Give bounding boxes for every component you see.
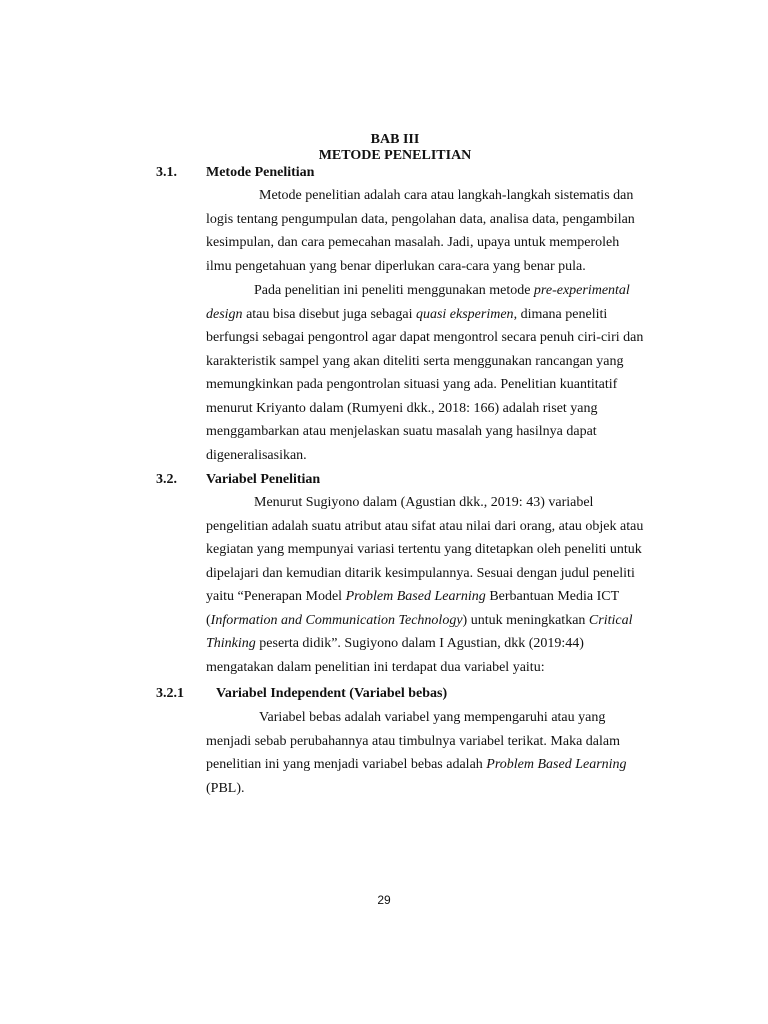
paragraph-line: penelitian ini yang menjadi variabel bebas adalah Problem Based Learning xyxy=(206,757,627,772)
chapter-label: BAB III xyxy=(370,132,420,147)
paragraph-line: memungkinkan pada pengontrolan situasi yang ada. Penelitian kuantitatif xyxy=(206,377,618,392)
section-title: Metode Penelitian xyxy=(206,165,315,180)
section-number: 3.2.1 xyxy=(156,686,184,701)
paragraph-line: digeneralisasikan. xyxy=(206,447,307,463)
paragraph-line: menjadi sebab perubahannya atau timbulnya variabel terikat. Maka dalam xyxy=(206,733,621,749)
paragraph-line: menurut Kriyanto dalam (Rumyeni dkk., 2018: 166) adalah riset yang xyxy=(206,400,598,416)
chapter-title: METODE PENELITIAN xyxy=(318,148,472,163)
paragraph-line: mengatakan dalam penelitian ini terdapat dua variabel yaitu: xyxy=(206,659,545,675)
page-number: 29 xyxy=(377,893,391,907)
paragraph-line: pengelitian adalah suatu atribut atau sifat atau nilai dari orang, atau objek atau xyxy=(206,518,644,534)
paragraph-line: design atau bisa disebut juga sebagai quasi eksperimen, dimana peneliti xyxy=(206,306,608,322)
paragraph xyxy=(206,279,655,467)
paragraph-line: berfungsi sebagai pengontrol agar dapat mengontrol secara penuh ciri-ciri dan xyxy=(206,330,644,345)
section-title: Variabel Independent (Variabel bebas) xyxy=(216,686,448,701)
paragraph-line: kegiatan yang mempunyai variasi tertentu yang ditetapkan oleh peneliti untuk xyxy=(206,542,642,557)
paragraph xyxy=(206,706,655,800)
paragraph-line: Metode penelitian adalah cara atau langkah-langkah sistematis dan xyxy=(259,188,634,203)
paragraph-line: Variabel bebas adalah variabel yang mempengaruhi atau yang xyxy=(259,710,606,725)
paragraph xyxy=(206,184,655,278)
paragraph-line: dipelajari dan kemudian ditarik kesimpulannya. Sesuai dengan judul peneliti xyxy=(206,565,635,581)
paragraph-line: yaitu “Penerapan Model Problem Based Learning Berbantuan Media ICT xyxy=(206,589,620,604)
paragraph-line: Thinking peserta didik”. Sugiyono dalam I Agustian, dkk (2019:44) xyxy=(206,636,584,651)
paragraph-line: Pada penelitian ini peneliti menggunakan metode pre-experimental xyxy=(254,283,630,298)
section-title: Variabel Penelitian xyxy=(206,472,321,487)
paragraph-line: kesimpulan, dan cara pemecahan masalah. Jadi, upaya untuk memperoleh xyxy=(206,235,620,250)
paragraph-line: logis tentang pengumpulan data, pengolahan data, analisa data, pengambilan xyxy=(206,211,635,227)
paragraph-line: (Information and Communication Technology) untuk meningkatkan Critical xyxy=(206,612,633,628)
paragraph-line: ilmu pengetahuan yang benar diperlukan cara-cara yang benar pula. xyxy=(206,258,586,274)
paragraph-line: menggambarkan atau menjelaskan suatu masalah yang hasilnya dapat xyxy=(206,424,597,439)
section-number: 3.2. xyxy=(156,472,177,487)
paragraph-line: (PBL). xyxy=(206,780,245,796)
section-number: 3.1. xyxy=(156,165,177,180)
paragraph-line: Menurut Sugiyono dalam (Agustian dkk., 2019: 43) variabel xyxy=(254,495,594,510)
paragraph xyxy=(206,491,655,679)
paragraph-line: karakteristik sampel yang akan diteliti serta menggunakan rancangan yang xyxy=(206,353,624,369)
